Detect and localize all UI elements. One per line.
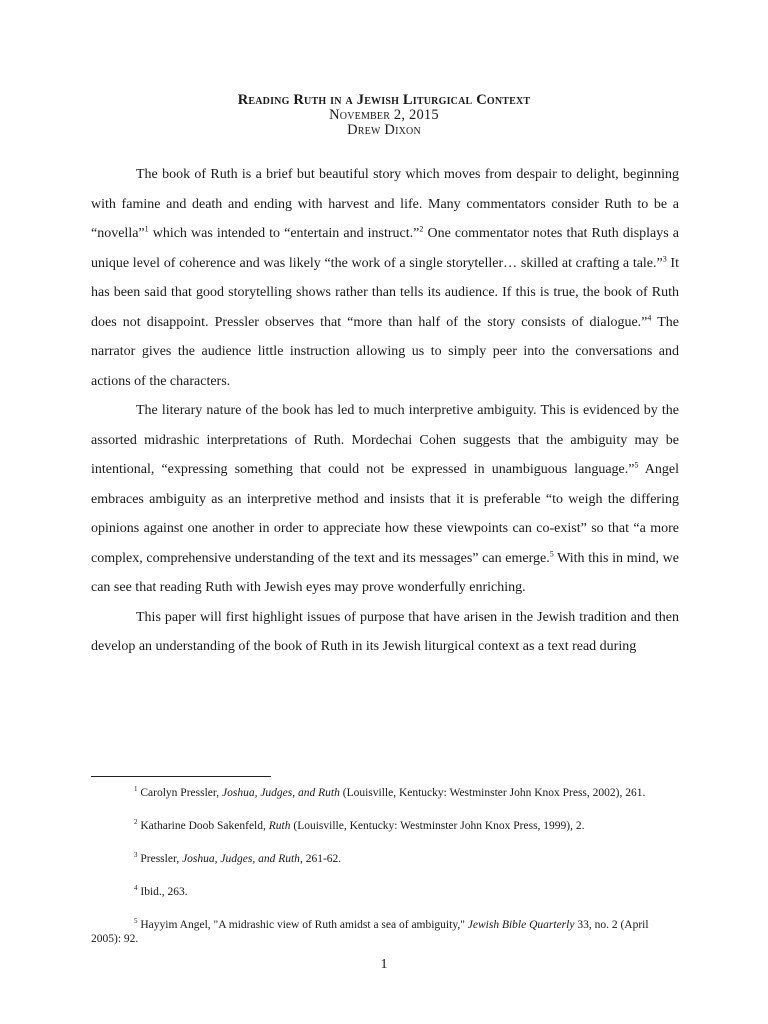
footnote-text: Katharine Doob Sakenfeld, [137,820,269,832]
document-author: Drew Dixon [347,122,421,138]
text-run: The book of Ruth is a brief but beautiful story which moves from despair to delight, beginning with famine and death and ending with harvest and life. Many commentators consider Ruth to be a “novella” [91,167,679,241]
footnote-text: , 261-62. [299,853,342,865]
footnote-5 [91,918,679,946]
footnote-ref: 4 [647,312,652,322]
text-run: It has been said that good storytelling shows rather than tells its audience. If this is true, the book of Ruth does not disappoint. Pressler observes that “more than half of the story consists of dialogue.” [91,255,679,330]
footnote-number: 3 [134,851,138,860]
text-run: The literary nature of the book has led to much interpretive ambiguity. This is evidenced by the assorted midrashic interpretations of Ruth. Mordechai Cohen suggests that the ambiguity may be intentional, “expressing something that could not be expressed in unambiguous language.” [91,403,679,477]
footnote-number: 5 [134,917,138,926]
footnote-number: 2 [134,818,138,827]
footnote-title: Jewish Bible Quarterly [467,919,575,931]
footnote-text: 33, no. 2 (April 2005): 92. [91,919,649,945]
footnote-3 [91,852,679,866]
footnote-2 [91,819,679,833]
text-run: This paper will first highlight issues of purpose that have arisen in the Jewish tradition and then develop an understanding of the book of Ruth in its Jewish liturgical context as a text read during [91,609,679,654]
footnote-ref: 5 [634,460,639,470]
footnotes [91,786,679,965]
footnote-ref: 2 [419,224,424,234]
body-text [91,160,679,662]
footnote-text: Pressler, [137,853,183,865]
document-date: November 2, 2015 [329,107,439,123]
page-number: 1 [380,957,388,972]
text-run: The narrator gives the audience little instruction allowing us to simply peer into the conversations and actions of the characters. [91,314,679,389]
footnote-ref: 3 [662,253,667,263]
footnote-text: Ibid., 263. [137,886,188,898]
text-run: One commentator notes that Ruth displays a unique level of coherence and was likely “the work of a single storyteller… skilled at crafting a tale.” [91,226,679,271]
footnote-text: (Louisville, Kentucky: Westminster John Knox Press, 1999), 2. [290,820,585,832]
text-run: With this in mind, we can see that reading Ruth with Jewish eyes may prove wonderfully enriching. [91,550,679,595]
footnote-title: Joshua, Judges, and Ruth [182,853,300,865]
footnote-4 [91,885,679,899]
paragraph-1 [91,160,679,396]
document-header [0,93,768,138]
footnote-title: Joshua, Judges, and Ruth [222,787,340,799]
footnote-text: Hayyim Angel, "A midrashic view of Ruth amidst a sea of ambiguity," [137,919,468,931]
text-run: which was intended to “entertain and instruct.” [148,226,420,241]
footnote-1 [91,786,679,800]
footnote-number: 4 [134,884,138,893]
footnote-ref: 1 [144,224,149,234]
paragraph-2 [91,396,679,603]
footnote-ref: 5 [549,548,554,558]
document-title: Reading Ruth in a Jewish Liturgical Context [237,92,531,108]
footnote-text: Carolyn Pressler, [137,787,222,799]
paragraph-3 [91,603,679,662]
footnote-title: Ruth [268,820,291,832]
footnote-number: 1 [134,785,138,794]
footnote-text: (Louisville, Kentucky: Westminster John Knox Press, 2002), 261. [339,787,646,799]
footnote-separator [91,776,271,777]
text-run: Angel embraces ambiguity as an interpretive method and insists that it is preferable “to weigh the differing opinions against one another in order to appreciate how these viewpoints can co-exist” so that “a more complex, comprehensive understanding of the text and its messages” can emerge. [91,462,679,566]
